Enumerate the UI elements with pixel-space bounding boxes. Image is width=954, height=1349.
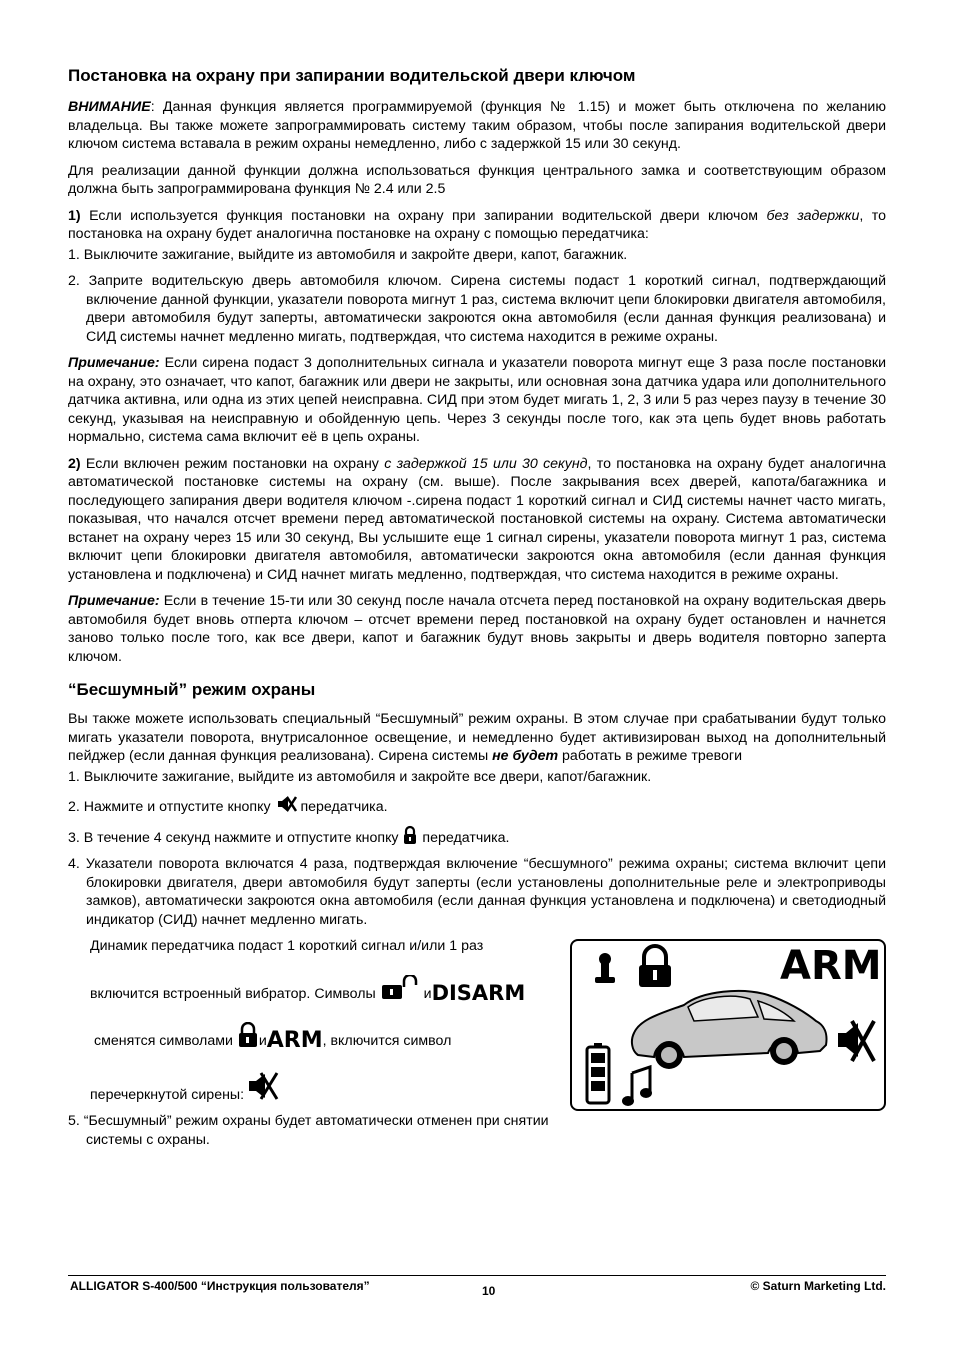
unlock-icon	[380, 975, 424, 1001]
lcd-lock-icon	[639, 946, 671, 987]
music-note-icon	[622, 1067, 652, 1106]
silent-step-4: 4. Указатели поворота включатся 4 раза, подтверждая включение “бесшумного” режима охраны; система включит цепи блокировки двигателя, двери автомобиля будут заперты (если установлены дополнительные реле и электроприводы замков), автоматически закроются окна автомобиля (если данная функция установлена и подключена) и светодиодный индикатор (СИД) начнет медленно мигать.	[68, 856, 886, 928]
case-1-paragraph: 1) Если используется функция постановки на охрану при запирании водительской двери ключом без задержки, то постановка на охрану будет аналогична постановке на охрану с помощью передатчика:	[68, 207, 886, 242]
lcd-crossed-siren-icon	[838, 1021, 874, 1061]
ignition-icon	[595, 953, 615, 983]
silent-step-1: 1. Выключите зажигание, выйдите из автомобиля и закройте все двери, капот/багажник.	[68, 768, 652, 785]
silent-siren-button-icon	[275, 794, 297, 814]
crossed-siren-icon	[244, 1070, 280, 1102]
arm-symbol: ARM	[266, 1028, 323, 1053]
lock-icon	[237, 1022, 259, 1048]
case-2-paragraph: 2) Если включен режим постановки на охрану с задержкой 15 или 30 секунд, то постановка на охрану будет аналогична автоматической постановке системы на охрану (см. выше). После закрывания всех дверей, капота/багажника и последующего запирания двери водителя ключом -.сирена подаст 1 короткий сигнал и СИД системы начнет часто мигать, показывая, что начался отсчет времени перед автоматической постановкой системы на охрану. Система автоматически встанет на охрану через 15 или 30 секунд, Вы услышите еще 1 сигнал сирены, указатели поворота мигнут 1 раз, система включит цепи блокировки двигателя автомобиля, автоматически закроются окна автомобиля (если данная функция установлена и подключена) и СИД начнет мигать медленно, подтверждая, что система находится в режиме охраны.	[68, 455, 886, 583]
lcd-display-graphic	[572, 941, 884, 1109]
sub-line-2: включится встроенный вибратор. Символы иDISARM	[90, 975, 562, 1004]
warning-paragraph: ВНИМАНИЕ: Данная функция является программируемой (функция № 1.15) и может быть отключена по желанию владельца. Вы также можете запрограммировать систему таким образом, чтобы после запирания водительской двери ключом система вставала в режим охраны немедленно, либо с задержкой 15 или 30 секунд.	[68, 99, 886, 152]
silent-step-5: 5. “Бесшумный” режим охраны будет автоматически отменен при снятии системы с охраны.	[68, 1113, 549, 1148]
battery-icon	[587, 1043, 609, 1103]
page-content	[68, 66, 886, 1148]
note-2: Примечание: Если в течение 15-ти или 30 секунд после начала отсчета перед постановкой на охрану водительская дверь автомобиля будет вновь отперта ключом – отсчет времени перед постановкой на охрану будет остановлен и начнется заново только после того, как все двери, капот и багажник будут вновь закрыты и дверь водителя повторно заперта ключом.	[68, 593, 886, 665]
step-1: 1. Выключите зажигание, выйдите из автомобиля и закройте двери, капот, багажник.	[68, 246, 628, 263]
silent-step-2: 2. Нажмите и отпустите кнопку передатчика.	[68, 794, 886, 817]
note-1: Примечание: Если сирена подаст 3 дополнительных сигнала и указатели поворота мигнут еще 3 раза после постановки на охрану, это означает, что капот, багажник или двери не закрыты, или основная зона датчика удара или дополнительного датчика активна, или одна из этих цепей неисправна. СИД при этом будет мигать 1, 2, 3 или 5 раз через паузу в течение 30 секунд, указывая на неисправную и обойденную цепь. Через 3 секунды после того, как эта цепь будет вновь работать нормально, система сама включит её в цепь охраны.	[68, 355, 886, 445]
lcd-description	[68, 937, 562, 1157]
lcd-arm-text: ARM	[780, 943, 882, 989]
step-2: 2. Заприте водительскую дверь автомобиля ключом. Сирена системы подаст 1 короткий сигнал, подтверждающий включение данной функции, указатели поворота мигнут 1 раз, система включит цепи блокировки двигателя автомобиля, двери автомобиля будут заперты, автоматически закроются окна автомобиля (если данная функция реализована) и СИД системы начнет медленно мигать, подтверждая, что система находится в режиме охраны.	[68, 273, 886, 345]
requirements-paragraph: Для реализации данной функции должна использоваться функция центрального замка и соответствующим образом должна быть запрограммирована функция № 2.4 или 2.5	[68, 162, 886, 197]
silent-intro: Вы также можете использовать специальный “Бесшумный” режим охраны. В этом случае при срабатывании будут только мигать указатели поворота, внутрисалонное освещение, и немедленно будет активизирован выход на дополнительный пейджер (если данная функция реализована). Сирена системы не будет работать в режиме тревоги	[68, 711, 886, 764]
disarm-symbol: DISARM	[431, 980, 526, 1005]
silent-step-3: 3. В течение 4 секунд нажмите и отпустите кнопку передатчика.	[68, 825, 886, 848]
warning-label: ВНИМАНИЕ	[68, 99, 151, 115]
page-footer	[68, 1275, 886, 1298]
lcd-display	[570, 939, 886, 1111]
page-number: 10	[482, 1284, 496, 1298]
footer-document-title: ALLIGATOR S-400/500 “Инструкция пользователя”	[70, 1279, 370, 1293]
section-title-key-arming: Постановка на охрану при запирании водительской двери ключом	[68, 66, 636, 85]
car-icon	[632, 991, 827, 1069]
footer-copyright: © Saturn Marketing Ltd.	[750, 1279, 886, 1293]
bottom-area	[68, 937, 886, 1148]
sub-line-3: сменятся символами иARM, включится символ	[94, 1022, 562, 1051]
sub-line-4: перечеркнутой сирены:	[90, 1070, 562, 1105]
sub-line-1: Динамик передатчика подаст 1 короткий сигнал и/или 1 раз	[90, 938, 484, 954]
section-title-silent-mode: “Бесшумный” режим охраны	[68, 680, 316, 699]
lock-button-icon	[402, 825, 418, 845]
